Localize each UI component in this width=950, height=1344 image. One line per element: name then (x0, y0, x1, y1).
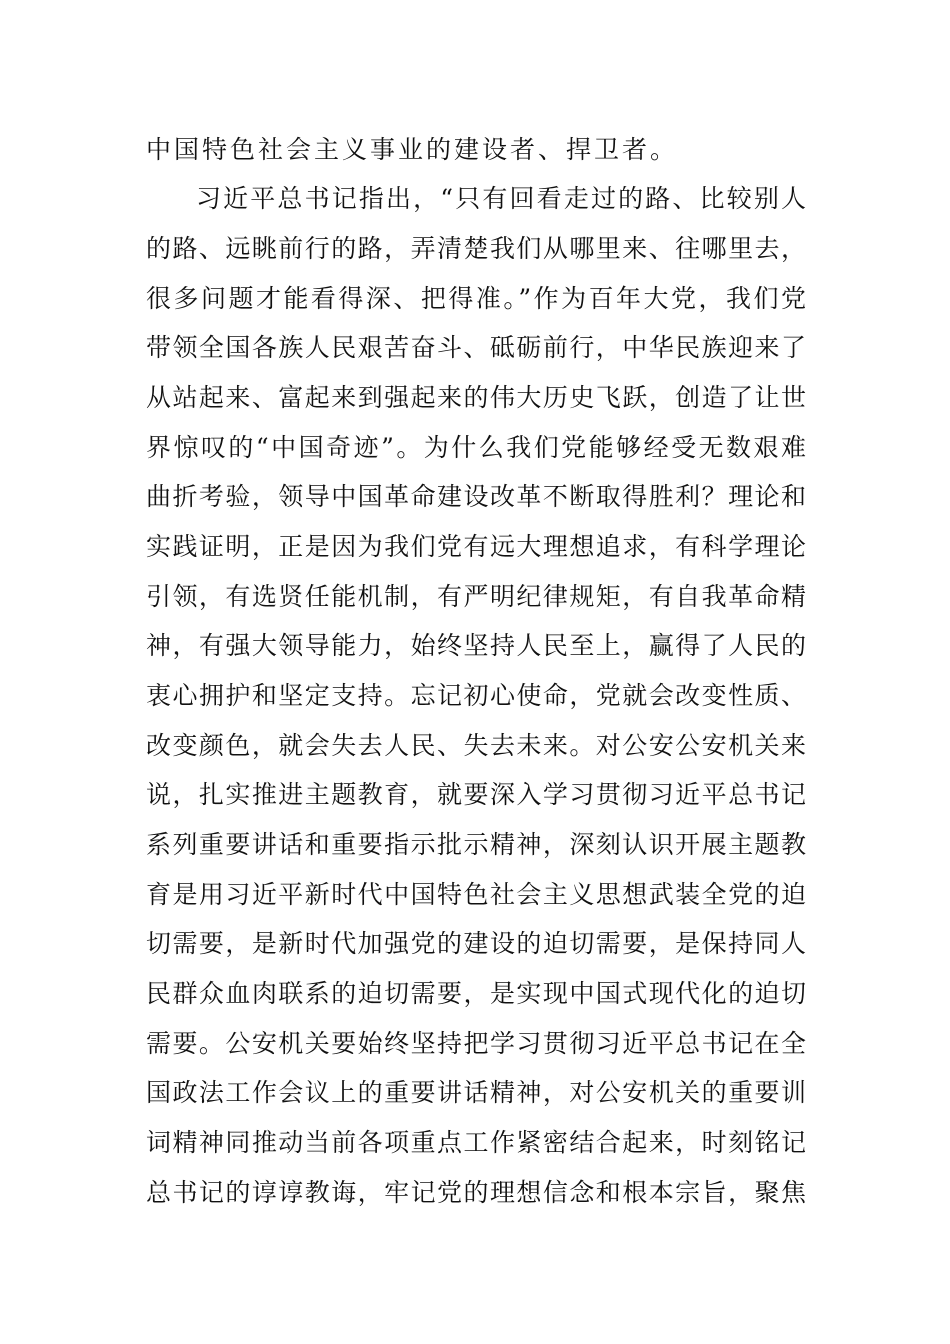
text-line: 实践证明，正是因为我们党有远大理想追求，有科学理论 (146, 532, 806, 561)
text-line: 需要。公安机关要始终坚持把学习贯彻习近平总书记在全 (146, 1029, 806, 1058)
text-line: 带领全国各族人民艰苦奋斗、砥砺前行，中华民族迎来了 (146, 333, 806, 362)
text-line: 界惊叹的“中国奇迹”。为什么我们党能够经受无数艰难 (146, 433, 806, 462)
paragraph-first-line: 习近平总书记指出，“只有回看走过的路、比较别人 (196, 184, 806, 213)
text-line: 引领，有选贤任能机制，有严明纪律规矩，有自我革命精 (146, 582, 806, 611)
text-line: 系列重要讲话和重要指示批示精神，深刻认识开展主题教 (146, 830, 806, 859)
text-line: 育是用习近平新时代中国特色社会主义思想武装全党的迫 (146, 880, 806, 909)
text-line: 从站起来、富起来到强起来的伟大历史飞跃，创造了让世 (146, 383, 806, 412)
text-line: 曲折考验，领导中国革命建设改革不断取得胜利？理论和 (146, 482, 806, 511)
text-line: 中国特色社会主义事业的建设者、捍卫者。 (146, 135, 679, 164)
text-line: 衷心拥护和坚定支持。忘记初心使命，党就会改变性质、 (146, 681, 806, 710)
text-line: 改变颜色，就会失去人民、失去未来。对公安公安机关来 (146, 731, 806, 760)
text-line: 神，有强大领导能力，始终坚持人民至上，赢得了人民的 (146, 631, 806, 660)
text-line: 民群众血肉联系的迫切需要，是实现中国式现代化的迫切 (146, 979, 806, 1008)
text-line: 总书记的谆谆教诲，牢记党的理想信念和根本宗旨，聚焦 (146, 1178, 806, 1207)
text-line: 切需要，是新时代加强党的建设的迫切需要，是保持同人 (146, 929, 806, 958)
text-line: 很多问题才能看得深、把得准。”作为百年大党，我们党 (146, 284, 806, 313)
text-line: 说，扎实推进主题教育，就要深入学习贯彻习近平总书记 (146, 780, 806, 809)
text-line: 国政法工作会议上的重要讲话精神，对公安机关的重要训 (146, 1078, 806, 1107)
text-line: 词精神同推动当前各项重点工作紧密结合起来，时刻铭记 (146, 1128, 806, 1157)
text-line: 的路、远眺前行的路，弄清楚我们从哪里来、往哪里去， (146, 234, 806, 263)
